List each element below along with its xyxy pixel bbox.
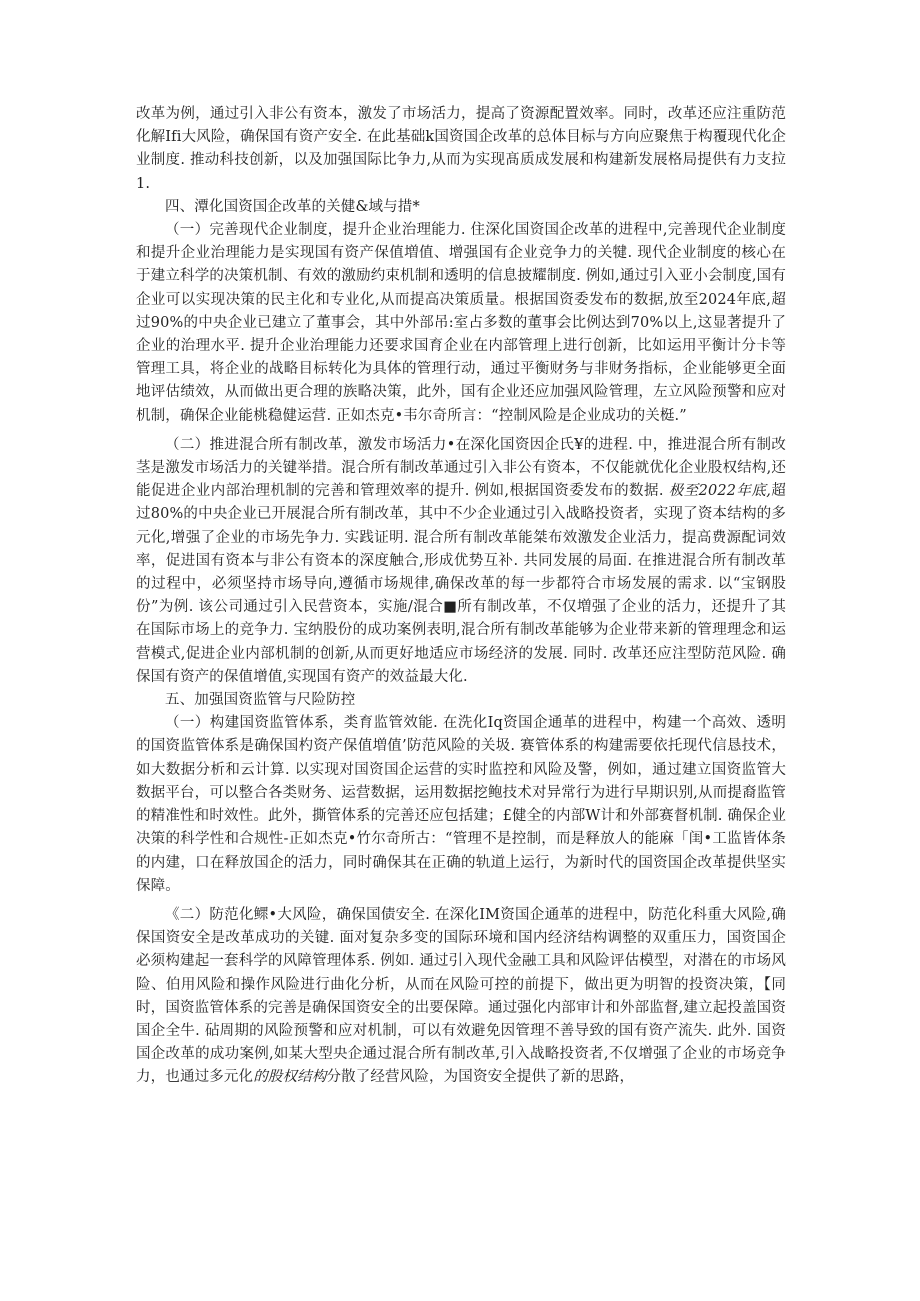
- section-4-2-paragraph: [136, 434, 786, 689]
- section-5-2-text-a: 《二）防范化鳏•大风险，确保国债安全. 在深化IM资国企通革的进程中，防范化科重大风险,确保国资安全是改革成功的关键. 面对复杂多变的国际环境和国内经济结构调整的双重压力，国资国企必须构建起一套科学的风障管理体系. 例如. 通过引入现代金融工具和风险评估模型，对潜在的市场风险、伯用风险和操作风险进行曲化分析，从而在风险可控的前提下，做出更为明智的投资决策，【同时，国资监管体系的完善是确保国资安全的岀要保障。通过强化内部审计和外部监督,建立起投盖国资国企全牛. 砧周期的风险预警和应对机制，可以有效避免因管理不善导致的国有资产流失. 此外. 国资国企改革的成功案例,如某大型央企通过混合所有制改革,引入战略投资者,不仅增强了企业的市场竞争力，也通过多元化: [136, 906, 786, 1086]
- section-4-1-paragraph: （一）完善现代企业制度，提升企业治理能力. 住深化国资国企改革的进程中,完善现代企业制度和提升企业治理能力是实现国有资产保值増值、增强国有企业竞争力的关犍. 现代企业制度的核心在于建立科学的决策机制、有效的激励约束机制和透明的信息披耀制度. 例如,通过引入亚小会制度,国有企业可以实现决策的民主化和专业化,从而提高决策质量。根据国资委发布的数据,放至2024年底,超过90%的中央企业已建立了董事会，其中外部吊:室占多数的董事会比例达到70%以上,这显著提升了企业的治理水平. 提升企业治理能力还要求国育企业在内部管理上进行创新，比如运用平衡计分卡等管理工具，将企业的战略目标转化为具体的管理行动，通过平衡财务与非财务指标，企业能够更全面地评估绩效，从而做出更合理的族略决策，此外，国有企业还应加强风险管理，左立风险预警和应对机制，确保企业能桃稳健运营. 正如杰克•韦尔奇所言：“控制风险是企业成功的关梃.”: [136, 222, 786, 424]
- section-5-1-paragraph: （一）构建国资监管体系，类育监管效能. 在洗化Iq资国企通革的进程中，构建一个高效、透明的国资监管体系是确保国杓资产保值増值’防范风险的关圾. 赛管体系的构建需要依托现代信恳技术，如大数据分析和云计算. 以实现对国资国企运营的实时监控和风险及警，例如，通过建立国资监管大数据平台，可以整合各类财务、运营数据，运用数据挖鲍技术对异常行为进行早期识别,从而提裔监管的精准性和时效性。此外，撕管体系的完善还应包括建；£健全的内部W计和外部赛督机制. 确保企业决策的科学性和合规性-正如杰克•竹尔奇所古：“管理不是控制，而是释放人的能麻「闺•工监皆体条的内建，口在释放国企的活力，同时确保其在正确的轨道上运行，为新时代的国资国企改革提供坚实保障。: [136, 715, 786, 894]
- section-5-2-text-b: 分散了经营风险，为国资安全提供了新的思路，: [326, 1069, 635, 1086]
- section-4-2-italic-text: 极至2022年底,: [668, 483, 772, 500]
- document-body: [136, 103, 786, 1090]
- section-5-heading: 五、加强国资监管与尺险防控: [165, 692, 356, 709]
- section-4-2-text-b: 超过80%的中央企业已开展混合所有制改革，其中不少企业通过引入战略投资者，实现了资本结构的多元化,增强了企业的市场先争力. 实践证明. 混合所有制改革能桀布效激发企业活力，提高费源配词效率，促进国有资本与非公有资本的深度触合,形成优势互补. 共同发展的局面. 在推进混合所有制改革的过程中，必须坚持市场导向,遵循市场规律,确保改革的每一步都符合市场发展的需求. 以“宝钢股份”为例. 该公司通过引入民营资本，实施/混合■所有制改革，不仅増强了企业的活力，还提升了其在国际市场上的竞争力. 宝纳股份的成功案例表明,混合所有制改革能够为企业带来新的管理理念和运营模式,促进企业内部机制的创新,从而更好地适应市场经济的发展. 同时. 改革还应注型防范风险. 确保国有资产的保值增值,实现国有资产的效益最大化.: [136, 483, 786, 685]
- section-5-2-paragraph: [136, 904, 786, 1090]
- section-5-2-italic-text: 的股权结构: [253, 1069, 327, 1086]
- section-4-heading: 四、潭化国资国企改革的关健&域与措*: [165, 198, 420, 215]
- intro-paragraph: 改革为例，通过引入非公有资本，激发了市场活力，提高了资源配置效率。同时，改革还应注重防范化解Ifi大风险，确保国有资产安全. 在此基础k国资国企改革的总体目标与方向应聚焦于构覆现代化企业制度. 推动科技创新，以及加强国际比争力,从而为实现髙质成发展和构建新发展格局提供有力支拉1.: [136, 106, 786, 192]
- section-4-2-text-a: （二）推进混合所有制改革，激发市场活力•在深化国资因企氏¥的进程. 中，推进混合所有制改茎是激发市场活力的关键举措。混合所有制改革通过引入非公有资本，不仅能就优化企业股权结构,还能促进企业内部治理机制的完善和管理效率的提升. 例如,根据国资委发布的数据.: [136, 436, 786, 500]
